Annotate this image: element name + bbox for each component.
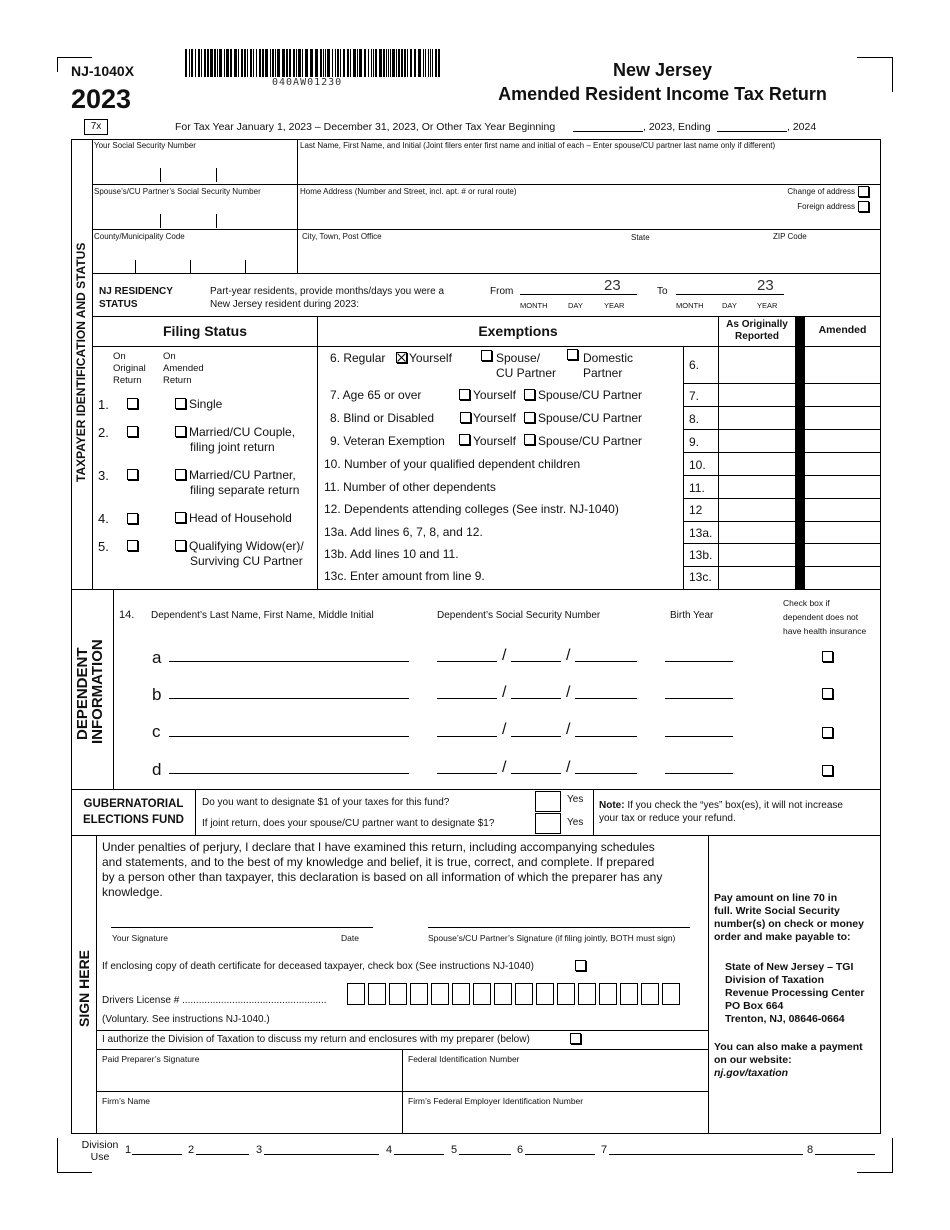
dependent-b-ssn-1[interactable] (437, 698, 497, 699)
firm-name-label: Firm’s Name (102, 1096, 151, 1106)
dependent-c-ssn-1[interactable] (437, 736, 497, 737)
division-num-7: 7 (601, 1144, 608, 1156)
filing-amended-3-checkbox[interactable] (175, 469, 186, 480)
division-field-1[interactable] (132, 1154, 182, 1155)
exemption-line-12-label: 12. Dependents attending colleges (See instr. NJ-1040) (324, 502, 619, 516)
code-box: 7x (84, 119, 108, 135)
dependent-a-slash-1: / (502, 647, 507, 664)
federal-id-label: Federal Identification Number (408, 1054, 520, 1064)
exemptions-title: Exemptions (478, 323, 558, 339)
dependent-b-name-field[interactable] (169, 698, 409, 699)
age65-spouse-label: Spouse/CU Partner (538, 388, 643, 402)
title-line2: Amended Resident Income Tax Return (498, 84, 827, 104)
division-num-2: 2 (188, 1144, 195, 1156)
filing-status-title: Filing Status (163, 323, 247, 339)
filing-option-joint-line1: Married/CU Couple, (189, 425, 296, 439)
exemption-num-12: 12 (689, 503, 703, 517)
name-label: Last Name, First Name, and Initial (Joint filers enter first name and initial of each – Enter spouse/CU partner last name only if different) (300, 141, 776, 150)
to-year-value: 23 (757, 277, 774, 294)
amended-label: Amended (818, 324, 867, 336)
regular-domestic-line2: Partner (583, 366, 623, 380)
spouse-signature-label: Spouse’s/CU Partner’s Signature (if filing jointly, BOTH must sign) (428, 933, 676, 943)
filing-num-5: 5. (98, 539, 109, 554)
filing-option-single: Single (189, 397, 223, 411)
spouse-ssn-input[interactable] (94, 196, 294, 228)
dependent-d-ssn-1[interactable] (437, 773, 497, 774)
veteran-yourself-label: Yourself (473, 434, 516, 448)
tax-year-prefix: For Tax Year January 1, 2023 – December 31, 2023, Or Other Tax Year Beginning (175, 121, 556, 133)
dependent-row-c-letter: c (152, 722, 161, 741)
dependent-ssn-header: Dependent’s Social Security Number (437, 610, 601, 621)
age65-yourself-label: Yourself (473, 388, 516, 402)
exemption-line-13a-label: 13a. Add lines 6, 7, 8, and 12. (324, 525, 483, 539)
to-label: To (657, 286, 668, 297)
exemption-num-9: 9. (689, 435, 700, 449)
state-label: State (631, 233, 650, 242)
title-line1: New Jersey (612, 60, 713, 80)
firm-name-field[interactable] (102, 1106, 398, 1131)
filing-option-separate-line1: Married/CU Partner, (189, 468, 296, 482)
exemption-num-7: 7. (689, 389, 700, 403)
exemption-num-11: 11. (689, 481, 705, 495)
exemption-num-8: 8. (689, 412, 700, 426)
zip-input[interactable] (773, 242, 873, 272)
sign-here-label: SIGN HERE (76, 949, 92, 1027)
division-num-3: 3 (256, 1144, 263, 1156)
division-field-6[interactable] (525, 1154, 595, 1155)
to-year: YEAR (757, 301, 778, 310)
tax-year-end: , 2024 (787, 121, 817, 133)
exemption-line-7-label: 7. Age 65 or over (330, 388, 422, 402)
age65-spouse-checkbox[interactable] (524, 389, 535, 400)
taxpayer-side-label: TAXPAYER IDENTIFICATION AND STATUS (74, 242, 88, 482)
regular-yourself-checkbox[interactable] (396, 352, 407, 363)
filing-original-1-checkbox[interactable] (127, 398, 138, 409)
dependent-d-birth-field[interactable] (665, 773, 733, 774)
division-field-5[interactable] (459, 1154, 511, 1155)
authorize-label: I authorize the Division of Taxation to discuss my return and enclosures with my preparer (below) (102, 1034, 530, 1045)
dependent-b-insurance-checkbox[interactable] (822, 688, 833, 699)
blind-spouse-checkbox[interactable] (524, 412, 535, 423)
regular-domestic-checkbox[interactable] (567, 349, 578, 360)
veteran-spouse-checkbox[interactable] (524, 434, 535, 445)
veteran-yourself-checkbox[interactable] (459, 434, 470, 445)
elections-q2: If joint return, does your spouse/CU partner want to designate $1? (202, 818, 495, 829)
exemption-num-6: 6. (689, 358, 700, 372)
division-field-4[interactable] (394, 1154, 444, 1155)
tax-year-begin-field[interactable] (573, 131, 643, 132)
elections-label-1: GUBERNATORIAL (83, 798, 184, 810)
firm-fein-field[interactable] (408, 1106, 704, 1131)
form-id: NJ-1040X (71, 63, 135, 79)
voluntary-label: (Voluntary. See instructions NJ-1040.) (102, 1014, 270, 1025)
dependent-side-label-2: INFORMATION (89, 639, 106, 744)
exemption-num-13b: 13b. (689, 548, 713, 562)
residency-text-1: Part-year residents, provide months/days you were a (210, 286, 444, 297)
filing-amended-2-checkbox[interactable] (175, 426, 186, 437)
elections-yes-1-label: Yes (567, 794, 584, 805)
county-input[interactable] (94, 242, 294, 272)
city-input[interactable] (302, 242, 622, 272)
dependent-a-insurance-checkbox[interactable] (822, 651, 833, 662)
age65-yourself-checkbox[interactable] (459, 389, 470, 400)
reported-label: Reported (735, 331, 779, 342)
state-input[interactable] (631, 242, 691, 272)
from-date-field[interactable] (520, 294, 637, 295)
exemption-num-13a: 13a. (689, 526, 713, 540)
barcode-text: 040AW01230 (272, 77, 343, 88)
zip-label: ZIP Code (773, 232, 807, 241)
your-signature-field[interactable] (111, 927, 373, 928)
filing-option-widow-line1: Qualifying Widow(er)/ (189, 539, 304, 553)
filing-amended-1-checkbox[interactable] (175, 398, 186, 409)
as-originally-label: As Originally (726, 319, 788, 330)
division-num-5: 5 (451, 1144, 458, 1156)
regular-spouse-line2: CU Partner (496, 366, 557, 380)
dependent-check-header: Check box if dependent does not have health insurance (783, 598, 867, 636)
dependent-d-ssn-2[interactable] (511, 773, 561, 774)
filing-original-4-checkbox[interactable] (127, 513, 138, 524)
filing-option-hoh: Head of Household (189, 511, 292, 525)
name-input[interactable] (300, 152, 878, 182)
city-label: City, Town, Post Office (302, 232, 382, 241)
exemption-line-13c-label: 13c. Enter amount from line 9. (324, 569, 485, 583)
regular-spouse-checkbox[interactable] (481, 350, 492, 361)
dependent-d-name-field[interactable] (169, 773, 409, 774)
dependent-side-label-1: DEPENDENT (74, 647, 91, 740)
dependent-d-slash-1: / (502, 759, 507, 776)
exemption-line-6-label: 6. Regular (330, 351, 386, 365)
to-month: MONTH (676, 301, 704, 310)
col-original-header: On Original Return (113, 351, 146, 386)
dependent-birth-header: Birth Year (670, 610, 714, 621)
elections-yes-2-checkbox[interactable] (535, 813, 561, 834)
date-label: Date (341, 933, 359, 943)
division-num-1: 1 (125, 1144, 132, 1156)
dependent-c-slash-1: / (502, 721, 507, 738)
dependent-a-ssn-3[interactable] (575, 661, 637, 662)
from-year: YEAR (604, 301, 625, 310)
tax-year-end-field[interactable] (717, 131, 787, 132)
blind-yourself-label: Yourself (473, 411, 516, 425)
dependent-line-num: 14. (119, 609, 135, 621)
dependent-a-name-field[interactable] (169, 661, 409, 662)
exemption-num-13c: 13c. (689, 570, 712, 584)
division-field-8[interactable] (815, 1154, 875, 1155)
filing-amended-4-checkbox[interactable] (175, 512, 186, 523)
regular-spouse-line1: Spouse/ (496, 351, 541, 365)
filing-amended-5-checkbox[interactable] (175, 540, 186, 551)
filing-original-2-checkbox[interactable] (127, 426, 138, 437)
from-year-value: 23 (604, 277, 621, 294)
to-date-field[interactable] (676, 294, 784, 295)
veteran-spouse-label: Spouse/CU Partner (538, 434, 643, 448)
payment-website-link[interactable]: nj.gov/taxation (714, 1067, 789, 1079)
col-amended-header: On Amended Return (163, 351, 204, 386)
dependent-c-birth-field[interactable] (665, 736, 733, 737)
blind-yourself-checkbox[interactable] (460, 412, 471, 423)
to-day: DAY (722, 301, 737, 310)
exemption-line-8-label: 8. Blind or Disabled (330, 411, 435, 425)
change-address-label: Change of address (787, 187, 855, 196)
death-cert-checkbox[interactable] (575, 960, 586, 971)
barcode (185, 49, 443, 77)
dependent-d-ssn-3[interactable] (575, 773, 637, 774)
death-cert-label: If enclosing copy of death certificate for deceased taxpayer, check box (See instructions NJ-1040) (102, 961, 534, 972)
drivers-license-label: Drivers License # .................................................... (102, 995, 327, 1006)
ssn-input[interactable] (94, 150, 294, 183)
filing-original-5-checkbox[interactable] (127, 540, 138, 551)
declaration-text: Under penalties of perjury, I declare that I have examined this return, including accompanying schedules and statements, and to the best of my knowledge and belief, it is true, correct, and complete. If prepared by a person other than taxpayer, this declaration is based on all information of which the preparer has any knowledge. (102, 840, 663, 899)
exemption-line-10-label: 10. Number of your qualified dependent children (324, 457, 581, 471)
payment-instructions: Pay amount on line 70 in full. Write Social Security number(s) on check or money order and make payable to: (714, 892, 864, 943)
residency-label-1: NJ RESIDENCY (99, 286, 173, 297)
payment-address: State of New Jersey – TGI Division of Taxation Revenue Processing Center PO Box 664 Trenton, NJ, 08646-0664 (725, 961, 865, 1025)
authorize-checkbox[interactable] (570, 1033, 581, 1044)
dependent-a-birth-field[interactable] (665, 661, 733, 662)
dependent-c-ssn-2[interactable] (511, 736, 561, 737)
address-label: Home Address (Number and Street, incl. apt. # or rural route) (300, 187, 517, 196)
dependent-d-slash-2: / (566, 759, 571, 776)
filing-option-widow-line2: Surviving CU Partner (190, 554, 303, 568)
filing-original-3-checkbox[interactable] (127, 469, 138, 480)
elections-note-line1: Note: If you check the “yes” box(es), it will not increase (599, 800, 843, 811)
elections-note-line2: your tax or reduce your refund. (599, 813, 736, 824)
filing-num-2: 2. (98, 425, 109, 440)
exemption-line-9-label: 9. Veteran Exemption (330, 434, 445, 448)
drivers-license-input[interactable] (347, 983, 679, 1007)
spouse-ssn-label: Spouse’s/CU Partner’s Social Security Number (94, 187, 261, 196)
dependent-c-slash-2: / (566, 721, 571, 738)
payment-online-text: You can also make a payment on our website: (714, 1041, 863, 1066)
elections-yes-1-checkbox[interactable] (535, 791, 561, 812)
filing-option-joint-line2: filing joint return (190, 440, 275, 454)
dependent-c-name-field[interactable] (169, 736, 409, 737)
division-num-6: 6 (517, 1144, 524, 1156)
original-amounts-column[interactable] (720, 348, 794, 588)
form-year: 2023 (71, 84, 132, 114)
division-num-8: 8 (807, 1144, 814, 1156)
filing-num-1: 1. (98, 397, 109, 412)
dependent-b-birth-field[interactable] (665, 698, 733, 699)
change-address-checkbox[interactable] (858, 186, 869, 197)
dependent-b-slash-1: / (502, 684, 507, 701)
elections-label-2: ELECTIONS FUND (83, 814, 184, 826)
amended-amounts-column[interactable] (806, 348, 879, 588)
dependent-b-ssn-2[interactable] (511, 698, 561, 699)
from-label: From (490, 286, 514, 297)
division-field-3[interactable] (264, 1154, 379, 1155)
preparer-signature-field[interactable] (102, 1064, 398, 1089)
dependent-row-d-letter: d (152, 760, 162, 779)
dependent-name-header: Dependent’s Last Name, First Name, Middle Initial (151, 610, 374, 621)
dependent-c-ssn-3[interactable] (575, 736, 637, 737)
dependent-row-b-letter: b (152, 685, 162, 704)
division-num-4: 4 (386, 1144, 393, 1156)
regular-domestic-line1: Domestic (583, 351, 634, 365)
foreign-address-label: Foreign address (797, 202, 855, 211)
tax-year-mid: , 2023, Ending (643, 121, 711, 133)
division-field-7[interactable] (609, 1154, 803, 1155)
preparer-signature-label: Paid Preparer’s Signature (102, 1054, 200, 1064)
dependent-a-slash-2: / (566, 647, 571, 664)
filing-num-3: 3. (98, 468, 109, 483)
division-use-label: Division Use (81, 1139, 119, 1163)
dependent-a-ssn-2[interactable] (511, 661, 561, 662)
ssn-label: Your Social Security Number (94, 141, 196, 150)
blind-spouse-label: Spouse/CU Partner (538, 411, 643, 425)
dependent-a-ssn-1[interactable] (437, 661, 497, 662)
dependent-row-a-letter: a (152, 648, 162, 667)
elections-yes-2-label: Yes (567, 817, 584, 828)
exemption-line-11-label: 11. Number of other dependents (324, 480, 496, 494)
dependent-d-insurance-checkbox[interactable] (822, 765, 833, 776)
regular-yourself-label: Yourself (409, 351, 452, 365)
dependent-b-ssn-3[interactable] (575, 698, 637, 699)
dependent-c-insurance-checkbox[interactable] (822, 727, 833, 738)
exemption-num-10: 10. (689, 458, 706, 472)
elections-q1: Do you want to designate $1 of your taxes for this fund? (202, 797, 450, 808)
from-month: MONTH (520, 301, 548, 310)
exemption-line-13b-label: 13b. Add lines 10 and 11. (324, 547, 459, 561)
residency-label-2: STATUS (99, 299, 138, 310)
residency-text-2: New Jersey resident during 2023: (210, 299, 359, 310)
division-field-2[interactable] (196, 1154, 249, 1155)
your-signature-label: Your Signature (112, 933, 168, 943)
firm-fein-label: Firm’s Federal Employer Identification Number (408, 1096, 584, 1106)
county-label: County/Municipality Code (94, 232, 185, 241)
spouse-signature-field[interactable] (428, 927, 690, 928)
filing-num-4: 4. (98, 511, 109, 526)
foreign-address-checkbox[interactable] (858, 201, 869, 212)
filing-option-separate-line2: filing separate return (190, 483, 300, 497)
from-day: DAY (568, 301, 583, 310)
federal-id-field[interactable] (408, 1064, 704, 1089)
dependent-b-slash-2: / (566, 684, 571, 701)
